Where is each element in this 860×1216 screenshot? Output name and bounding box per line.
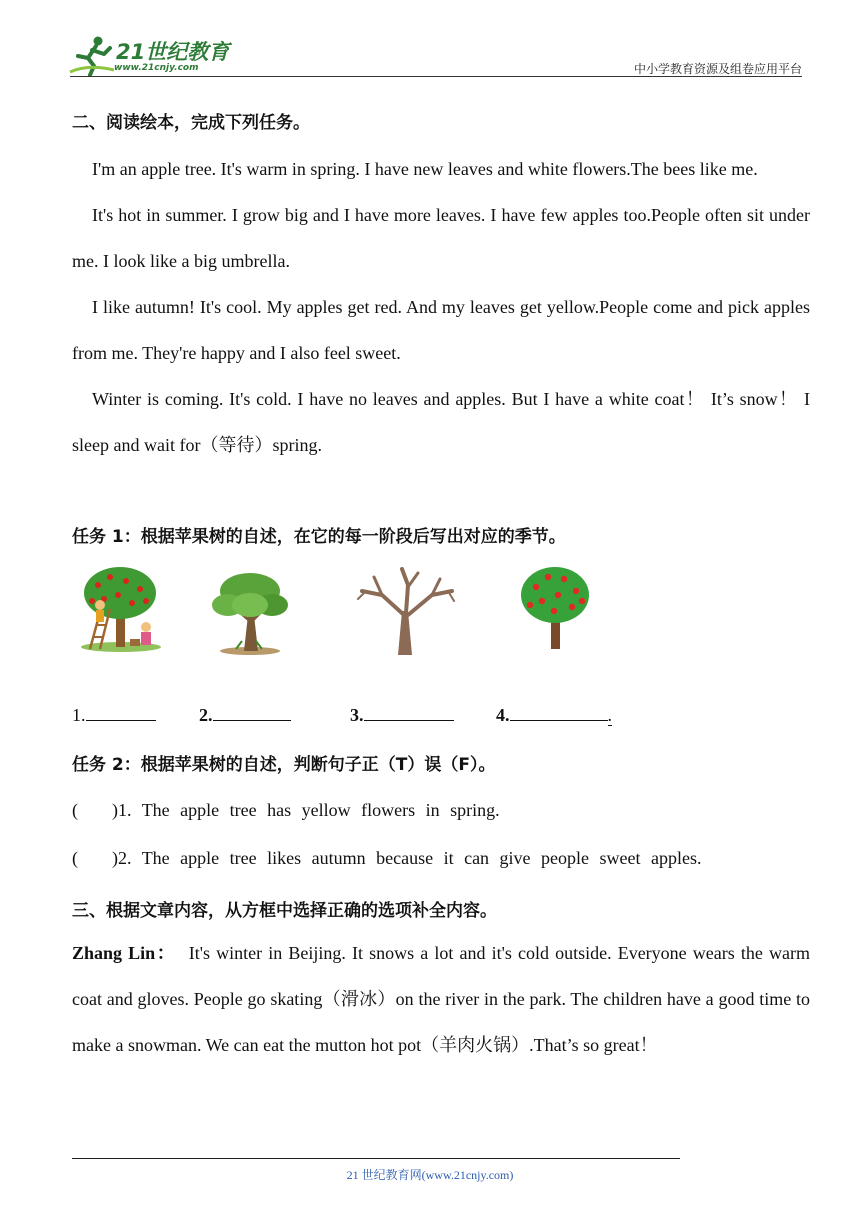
site-logo <box>68 34 238 76</box>
apple-picking-tree-image <box>76 565 166 653</box>
passage-paragraph-3: I like autumn! It's cool. My apples get red. And my leaves get yellow.People come and pick apples from me. They're happy and I also feel sweet. <box>72 297 810 363</box>
red-apple-tree-image <box>518 565 592 651</box>
paren-open-1[interactable]: ( <box>72 800 78 820</box>
paren-close-1: )1. <box>112 800 132 820</box>
section2-title: 二、阅读绘本，完成下列任务。 <box>72 113 310 133</box>
blank-line-2[interactable] <box>213 702 291 721</box>
passage-paragraph-2: It's hot in summer. I grow big and I have more leaves. I have few apples too.People often sit under me. I look like a big umbrella. <box>72 205 810 271</box>
page-header <box>0 0 860 80</box>
passage-paragraph-1: I'm an apple tree. It's warm in spring. I have new leaves and white flowers.The bees like me. <box>92 159 758 179</box>
bare-winter-tree-image <box>352 565 456 657</box>
zhang-lin-text: It's winter in Beijing. It snows a lot and it's cold outside. Everyone wears the warm coat and gloves. People go skating（滑冰）on the river in the park. The children have a good time to make a snowman. We can eat the mutton hot pot（羊肉火锅）.That’s so great！ <box>72 943 811 1055</box>
header-divider <box>70 76 802 77</box>
blank-number-4: 4. <box>496 705 510 725</box>
reading-passage <box>72 146 810 468</box>
blank-number-3: 3. <box>350 705 364 725</box>
speaker-name: Zhang Lin： <box>72 943 177 963</box>
task1-title: 任务 1：根据苹果树的自述，在它的每一阶段后写出对应的季节。 <box>72 527 566 547</box>
blank-end-mark: . <box>607 705 612 725</box>
zhang-lin-passage <box>72 930 810 1068</box>
blank-line-3[interactable] <box>364 702 454 721</box>
runner-logo-icon <box>68 34 118 76</box>
logo-text: 21世纪教育 <box>116 40 230 64</box>
statement-text-2: The apple tree likes autumn because it can give people sweet apples. <box>141 848 702 868</box>
blank-line-1[interactable] <box>86 702 156 721</box>
blank-line-4[interactable] <box>510 702 608 721</box>
statement-2 <box>72 848 702 869</box>
statement-text-1: The apple tree has yellow flowers in spring. <box>141 800 500 820</box>
section3-title: 三、根据文章内容，从方框中选择正确的选项补全内容。 <box>72 901 497 921</box>
answer-blank-1[interactable] <box>72 702 156 726</box>
paren-close-2: )2. <box>112 848 132 868</box>
footer-divider <box>72 1158 680 1159</box>
paren-open-2[interactable]: ( <box>72 848 78 868</box>
blank-number-2: 2. <box>199 705 213 725</box>
green-leafy-tree-image <box>206 565 296 657</box>
answer-blank-3[interactable] <box>350 702 454 726</box>
logo-url: www.21cnjy.com <box>114 63 199 73</box>
answer-blank-4[interactable] <box>496 702 612 726</box>
statement-1 <box>72 800 500 821</box>
task2-title: 任务 2：根据苹果树的自述，判断句子正（T）误（F）。 <box>72 755 496 775</box>
blank-number-1: 1. <box>72 705 86 725</box>
passage-paragraph-4: Winter is coming. It's cold. I have no leaves and apples. But I have a white coat！ It’s snow！ I sleep and wait for（等待）spring. <box>72 389 810 455</box>
answer-blank-2[interactable] <box>199 702 291 726</box>
header-platform-text: 中小学教育资源及组卷应用平台 <box>633 62 802 76</box>
footer-text: 21 世纪教育网(www.21cnjy.com) <box>346 1168 514 1182</box>
season-pictures <box>72 565 632 660</box>
